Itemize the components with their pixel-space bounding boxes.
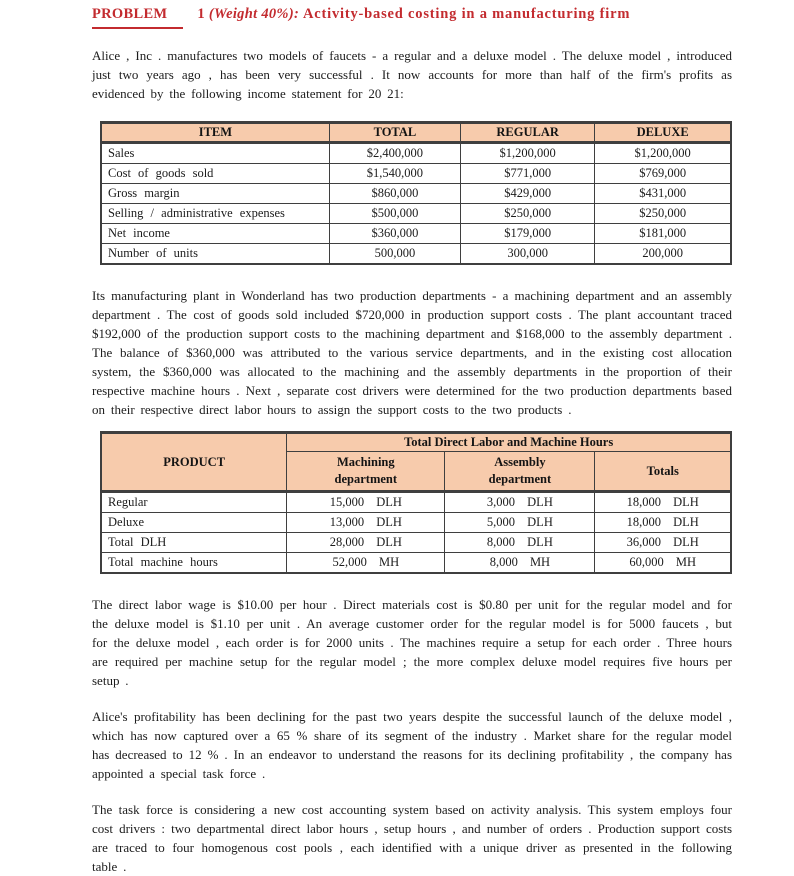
table-row bbox=[101, 244, 731, 265]
hours-header-machining-line1: Machining bbox=[336, 455, 395, 469]
cell-machining: 28,000 DLH bbox=[287, 533, 445, 553]
cell-total: $500,000 bbox=[329, 204, 460, 224]
cell-machining: 52,000 MH bbox=[287, 553, 445, 574]
cell-deluxe: $1,200,000 bbox=[595, 143, 731, 164]
table-row bbox=[101, 224, 731, 244]
cell-assembly: 8,000 MH bbox=[445, 553, 595, 574]
title-subject: Activity-based costing in a manufacturing firm bbox=[303, 6, 631, 22]
table-row bbox=[101, 492, 731, 513]
cell-deluxe: $431,000 bbox=[595, 184, 731, 204]
row-label: Regular bbox=[101, 492, 287, 513]
cell-assembly: 8,000 DLH bbox=[445, 533, 595, 553]
income-header-total: TOTAL bbox=[329, 123, 460, 143]
table-row bbox=[101, 184, 731, 204]
income-header-item: ITEM bbox=[101, 123, 329, 143]
row-label: Total DLH bbox=[101, 533, 287, 553]
title-problem-number: 1 bbox=[197, 6, 205, 22]
hours-header-machining bbox=[287, 452, 445, 492]
cell-deluxe: 200,000 bbox=[595, 244, 731, 265]
cell-regular: $429,000 bbox=[461, 184, 595, 204]
cell-totals: 36,000 DLH bbox=[595, 533, 731, 553]
row-label: Deluxe bbox=[101, 513, 287, 533]
table-row bbox=[101, 204, 731, 224]
title-weight: (Weight 40%): bbox=[208, 6, 300, 22]
cell-regular: $250,000 bbox=[461, 204, 595, 224]
table-row bbox=[101, 143, 731, 164]
cell-deluxe: $181,000 bbox=[595, 224, 731, 244]
cell-total: 500,000 bbox=[329, 244, 460, 265]
hours-header-totals: Totals bbox=[595, 452, 731, 492]
row-label: Total machine hours bbox=[101, 553, 287, 574]
intro-paragraph: Alice , Inc . manufactures two models of faucets - a regular and a deluxe model . The deluxe model , introduced just two years ago , has been very successful . It now accounts for more than half of the firm's profits as evidenced by the following income statement for 20 21: bbox=[92, 48, 732, 101]
cell-deluxe: $769,000 bbox=[595, 164, 731, 184]
cell-assembly: 5,000 DLH bbox=[445, 513, 595, 533]
cell-machining: 13,000 DLH bbox=[287, 513, 445, 533]
hours-header-assembly bbox=[445, 452, 595, 492]
cell-totals: 18,000 DLH bbox=[595, 492, 731, 513]
cell-totals: 60,000 MH bbox=[595, 553, 731, 574]
profitability-paragraph: Alice's profitability has been declining for the past two years despite the successful launch of the deluxe model , which has now captured over a 65 % share of its segment of the industry . Market share for the regular model has decreased to 12 % . In an endeavor to understand the reasons for its declining profitability , the company has appointed a special task force . bbox=[92, 709, 732, 781]
cell-total: $1,540,000 bbox=[329, 164, 460, 184]
cell-total: $360,000 bbox=[329, 224, 460, 244]
table-row bbox=[101, 533, 731, 553]
row-label: Selling / administrative expenses bbox=[101, 204, 329, 224]
income-table-header-row bbox=[101, 123, 731, 143]
table-row bbox=[101, 553, 731, 574]
hours-header-assembly-line1: Assembly bbox=[494, 455, 546, 469]
row-label: Sales bbox=[101, 143, 329, 164]
hours-header-span: Total Direct Labor and Machine Hours bbox=[287, 433, 731, 452]
cell-total: $860,000 bbox=[329, 184, 460, 204]
income-header-deluxe: DELUXE bbox=[595, 123, 731, 143]
cell-machining: 15,000 DLH bbox=[287, 492, 445, 513]
cell-regular: $771,000 bbox=[461, 164, 595, 184]
cell-regular: $1,200,000 bbox=[461, 143, 595, 164]
cell-regular: 300,000 bbox=[461, 244, 595, 265]
table-row bbox=[101, 164, 731, 184]
row-label: Gross margin bbox=[101, 184, 329, 204]
table-row bbox=[101, 513, 731, 533]
page-title bbox=[92, 6, 732, 29]
costs-paragraph: The direct labor wage is $10.00 per hour . Direct materials cost is $0.80 per unit for the regular model and for the deluxe model is $1.10 per unit . An average customer order for the regular model is for 5000 faucets , but for the deluxe model , each order is for 2000 units . The machines require a setup for each order . Three hours are required per machine setup for the regular model ; the more complex deluxe model requires five hours per setup . bbox=[92, 597, 732, 688]
cell-assembly: 3,000 DLH bbox=[445, 492, 595, 513]
hours-header-product: PRODUCT bbox=[101, 433, 287, 492]
plant-paragraph: Its manufacturing plant in Wonderland has two production departments - a machining department and an assembly department . The cost of goods sold included $720,000 in production support costs . The plant accountant traced $192,000 of the production support costs to the machining department and $168,000 to the assembly department . The balance of $360,000 was attributed to the various service departments, and in the existing cost allocation system, the $360,000 was allocated to the machining and the assembly departments in the proportion of their respective machine hours . Next , separate cost drivers were determined for the two production departments based on their respective direct labor hours to assign the support costs to the two products . bbox=[92, 288, 732, 417]
income-statement-table bbox=[100, 121, 732, 265]
row-label: Number of units bbox=[101, 244, 329, 265]
hours-table bbox=[100, 431, 732, 574]
title-problem-word: PROBLEM bbox=[92, 6, 183, 29]
row-label: Net income bbox=[101, 224, 329, 244]
hours-header-machining-line2: department bbox=[334, 472, 398, 486]
cell-totals: 18,000 DLH bbox=[595, 513, 731, 533]
row-label: Cost of goods sold bbox=[101, 164, 329, 184]
cell-total: $2,400,000 bbox=[329, 143, 460, 164]
income-header-regular: REGULAR bbox=[461, 123, 595, 143]
hours-table-top-header-row bbox=[101, 433, 731, 452]
cell-deluxe: $250,000 bbox=[595, 204, 731, 224]
task-force-paragraph: The task force is considering a new cost accounting system based on activity analysis. This system employs four cost drivers : two departmental direct labor hours , setup hours , and number of orders . Production support costs are traced to four homogenous cost pools , each identified with a unique driver as presented in the following table . bbox=[92, 802, 732, 874]
hours-header-assembly-line2: department bbox=[488, 472, 552, 486]
cell-regular: $179,000 bbox=[461, 224, 595, 244]
